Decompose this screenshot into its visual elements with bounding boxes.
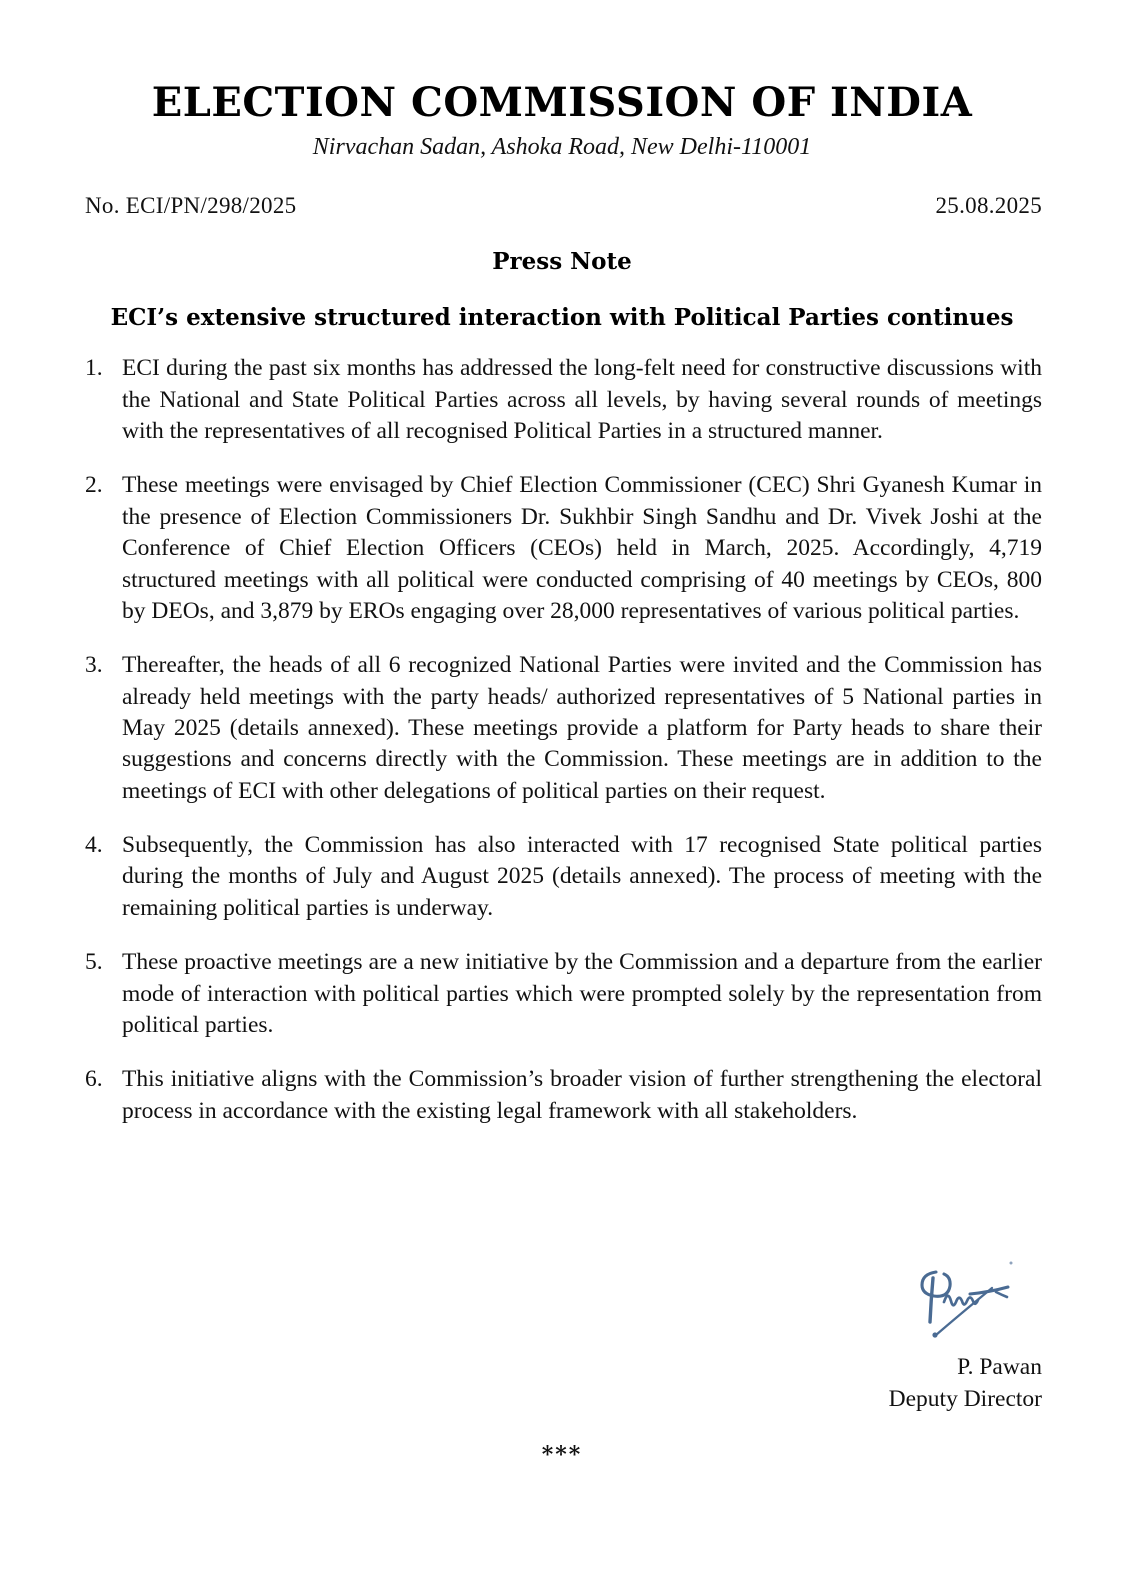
footer-mark: *** xyxy=(541,1442,583,1468)
clause-item xyxy=(85,650,1042,807)
clause-text: Subsequently, the Commission has also interacted with 17 recognised State political parties during the months of July and August 2025 (details annexed). The process of meeting with the remaining political parties is underway. xyxy=(122,832,1042,921)
clause-number: 3. xyxy=(85,652,103,679)
signatory-name: P. Pawan xyxy=(957,1354,1042,1380)
organisation-title: ELECTION COMMISSION OF INDIA xyxy=(151,79,973,126)
clause-item xyxy=(85,470,1042,627)
clause-text: ECI during the past six months has addressed the long-felt need for constructive discussions with the National and State Political Parties across all levels, by having several rounds of meetings with the representatives of all recognised Political Parties in a structured manner. xyxy=(122,355,1042,445)
clause-text: This initiative aligns with the Commission’s broader vision of further strengthening the electoral process in accordance with the existing legal framework with all stakeholders. xyxy=(122,1066,1042,1124)
document-date: 25.08.2025 xyxy=(935,192,1042,218)
clause-number: 4. xyxy=(85,832,103,859)
signature-icon xyxy=(722,1258,1042,1350)
reference-row xyxy=(85,192,1042,220)
clause-text: These meetings were envisaged by Chief Election Commissioner (CEC) Shri Gyanesh Kumar in the presence of Election Commissioners Dr. Sukhbir Singh Sandhu and Dr. Vivek Joshi at the Conference of Chief Election Officers (CEOs) held in March, 2025. Accordingly, 4,719 structured meetings with all political were conducted comprising of 40 meetings by CEOs, 800 by DEOs, and 3,879 by EROs engaging over 28,000 representatives of various political parties. xyxy=(122,472,1042,624)
clause-number: 1. xyxy=(85,355,103,382)
clause-item xyxy=(85,1064,1042,1127)
clause-text: Thereafter, the heads of all 6 recognized National Parties were invited and the Commission has already held meetings with the party heads/ authorized representatives of 5 National parties in May 2025 (details annexed). These meetings provide a platform for Party heads to share their suggestions and concerns directly with the Commission. These meetings are in addition to the meetings of ECI with other delegations of political parties on their request. xyxy=(122,652,1042,804)
clause-item xyxy=(85,353,1042,447)
clause-text: These proactive meetings are a new initiative by the Commission and a departure from the earlier mode of interaction with political parties which were prompted solely by the representation from political parties. xyxy=(122,949,1042,1038)
clause-item xyxy=(85,830,1042,924)
document-type-heading: Press Note xyxy=(492,248,632,276)
clause-number: 6. xyxy=(85,1066,103,1093)
clause-number: 2. xyxy=(85,472,103,499)
reference-number: No. ECI/PN/298/2025 xyxy=(85,192,297,218)
subject-heading: ECI’s extensive structured interaction with Political Parties continues xyxy=(110,304,1014,332)
signature-block xyxy=(722,1258,1042,1415)
clause-item xyxy=(85,947,1042,1041)
clause-number: 5. xyxy=(85,949,103,976)
document-masthead xyxy=(0,0,1124,162)
signatory-designation: Deputy Director xyxy=(888,1385,1042,1412)
organisation-address: Nirvachan Sadan, Ashoka Road, New Delhi-110001 xyxy=(312,134,812,160)
clause-list xyxy=(85,353,1042,1127)
